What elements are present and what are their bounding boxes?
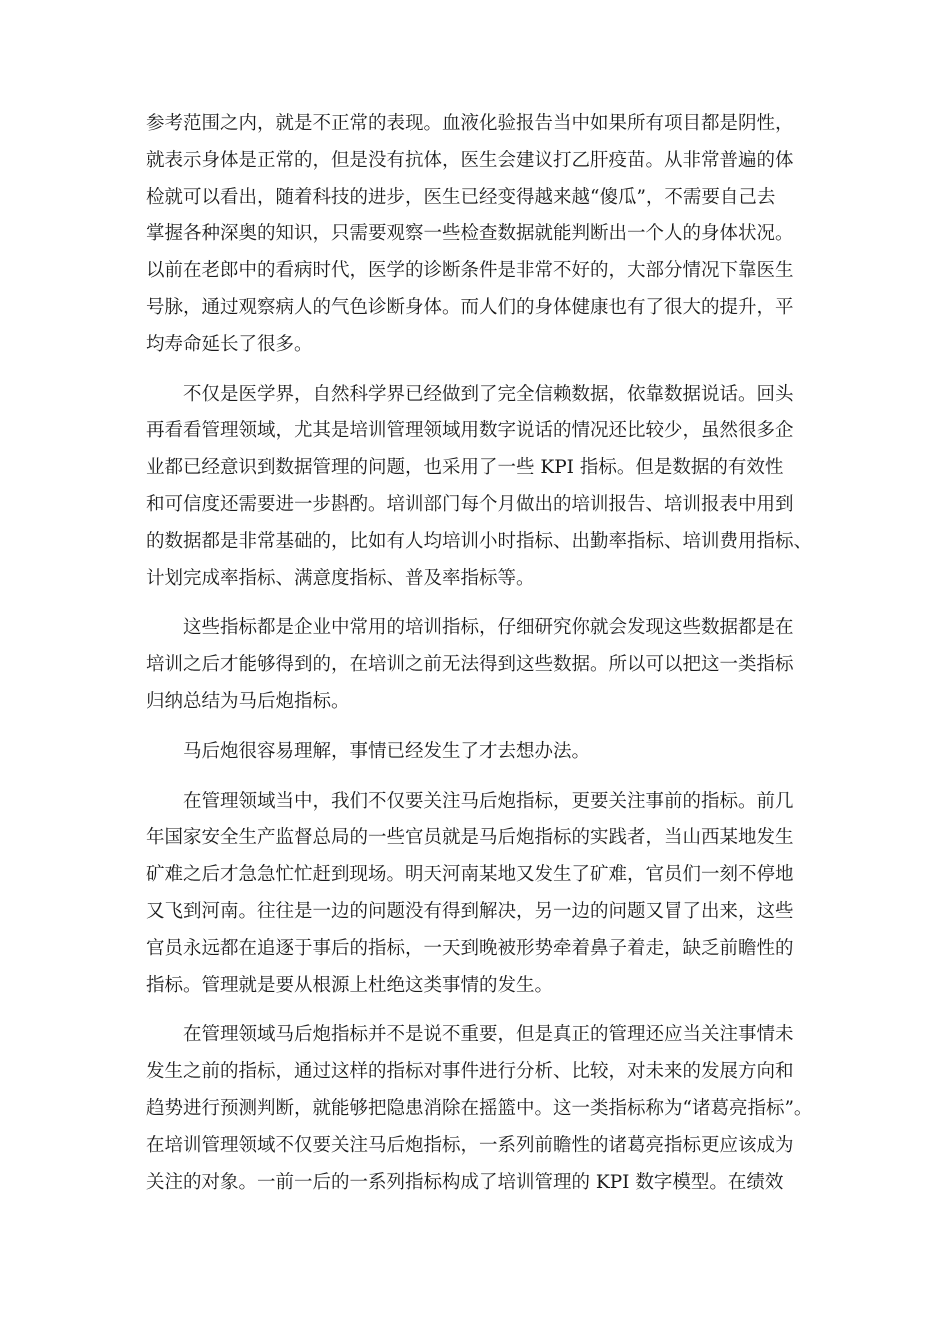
text-line: 就表示身体是正常的，但是没有抗体，医生会建议打乙肝疫苗。从非常普遍的体 bbox=[146, 149, 794, 171]
paragraph bbox=[146, 106, 846, 364]
text-line: 不仅是医学界，自然科学界已经做到了完全信赖数据，依靠数据说话。回头 bbox=[183, 383, 794, 405]
text-line: 发生之前的指标，通过这样的指标对事件进行分析、比较，对未来的发展方向和 bbox=[146, 1061, 794, 1083]
text-line: 检就可以看出，随着科技的进步，医生已经变得越来越“傻瓜”，不需要自己去 bbox=[146, 186, 776, 208]
text-line: 指标。管理就是要从根源上杜绝这类事情的发生。 bbox=[146, 974, 554, 996]
text-line: 号脉，通过观察病人的气色诊断身体。而人们的身体健康也有了很大的提升，平 bbox=[146, 296, 794, 318]
text-line: 关注的对象。一前一后的一系列指标构成了培训管理的 KPI 数字模型。在绩效 bbox=[146, 1171, 784, 1193]
body-text bbox=[146, 106, 846, 1214]
text-line: 归纳总结为马后炮指标。 bbox=[146, 690, 350, 712]
paragraph bbox=[146, 1017, 846, 1201]
paragraph bbox=[146, 377, 846, 598]
paragraph bbox=[146, 734, 846, 771]
text-line: 在培训管理领域不仅要关注马后炮指标，一系列前瞻性的诸葛亮指标更应该成为 bbox=[146, 1134, 794, 1156]
text-line: 和可信度还需要进一步斟酌。培训部门每个月做出的培训报告、培训报表中用到 bbox=[146, 493, 794, 515]
text-line: 马后炮很容易理解，事情已经发生了才去想办法。 bbox=[183, 740, 591, 762]
text-line: 矿难之后才急急忙忙赶到现场。明天河南某地又发生了矿难，官员们一刻不停地 bbox=[146, 864, 794, 886]
text-line: 业都已经意识到数据管理的问题，也采用了一些 KPI 指标。但是数据的有效性 bbox=[146, 457, 784, 479]
text-line: 的数据都是非常基础的，比如有人均培训小时指标、出勤率指标、培训费用指标、 bbox=[146, 530, 813, 552]
text-line: 在管理领域马后炮指标并不是说不重要，但是真正的管理还应当关注事情未 bbox=[183, 1024, 794, 1046]
paragraph bbox=[146, 784, 846, 1005]
text-line: 计划完成率指标、满意度指标、普及率指标等。 bbox=[146, 567, 535, 589]
text-line: 掌握各种深奥的知识，只需要观察一些检查数据就能判断出一个人的身体状况。 bbox=[146, 223, 794, 245]
text-line: 年国家安全生产监督总局的一些官员就是马后炮指标的实践者，当山西某地发生 bbox=[146, 827, 794, 849]
text-line: 参考范围之内，就是不正常的表现。血液化验报告当中如果所有项目都是阴性， bbox=[146, 113, 794, 134]
text-line: 趋势进行预测判断，就能够把隐患消除在摇篮中。这一类指标称为“诸葛亮指标”。 bbox=[146, 1097, 813, 1119]
text-line: 又飞到河南。往往是一边的问题没有得到解决，另一边的问题又冒了出来，这些 bbox=[146, 900, 794, 922]
text-line: 再看看管理领域，尤其是培训管理领域用数字说话的情况还比较少，虽然很多企 bbox=[146, 420, 794, 442]
text-line: 官员永远都在追逐于事后的指标，一天到晚被形势牵着鼻子着走，缺乏前瞻性的 bbox=[146, 937, 794, 959]
text-line: 培训之后才能够得到的，在培训之前无法得到这些数据。所以可以把这一类指标 bbox=[146, 654, 794, 676]
text-line: 以前在老郎中的看病时代，医学的诊断条件是非常不好的，大部分情况下靠医生 bbox=[146, 260, 794, 282]
text-line: 这些指标都是企业中常用的培训指标，仔细研究你就会发现这些数据都是在 bbox=[183, 617, 794, 639]
paragraph bbox=[146, 610, 846, 720]
text-line: 均寿命延长了很多。 bbox=[146, 333, 313, 355]
text-line: 在管理领域当中，我们不仅要关注马后炮指标，更要关注事前的指标。前几 bbox=[183, 790, 794, 812]
